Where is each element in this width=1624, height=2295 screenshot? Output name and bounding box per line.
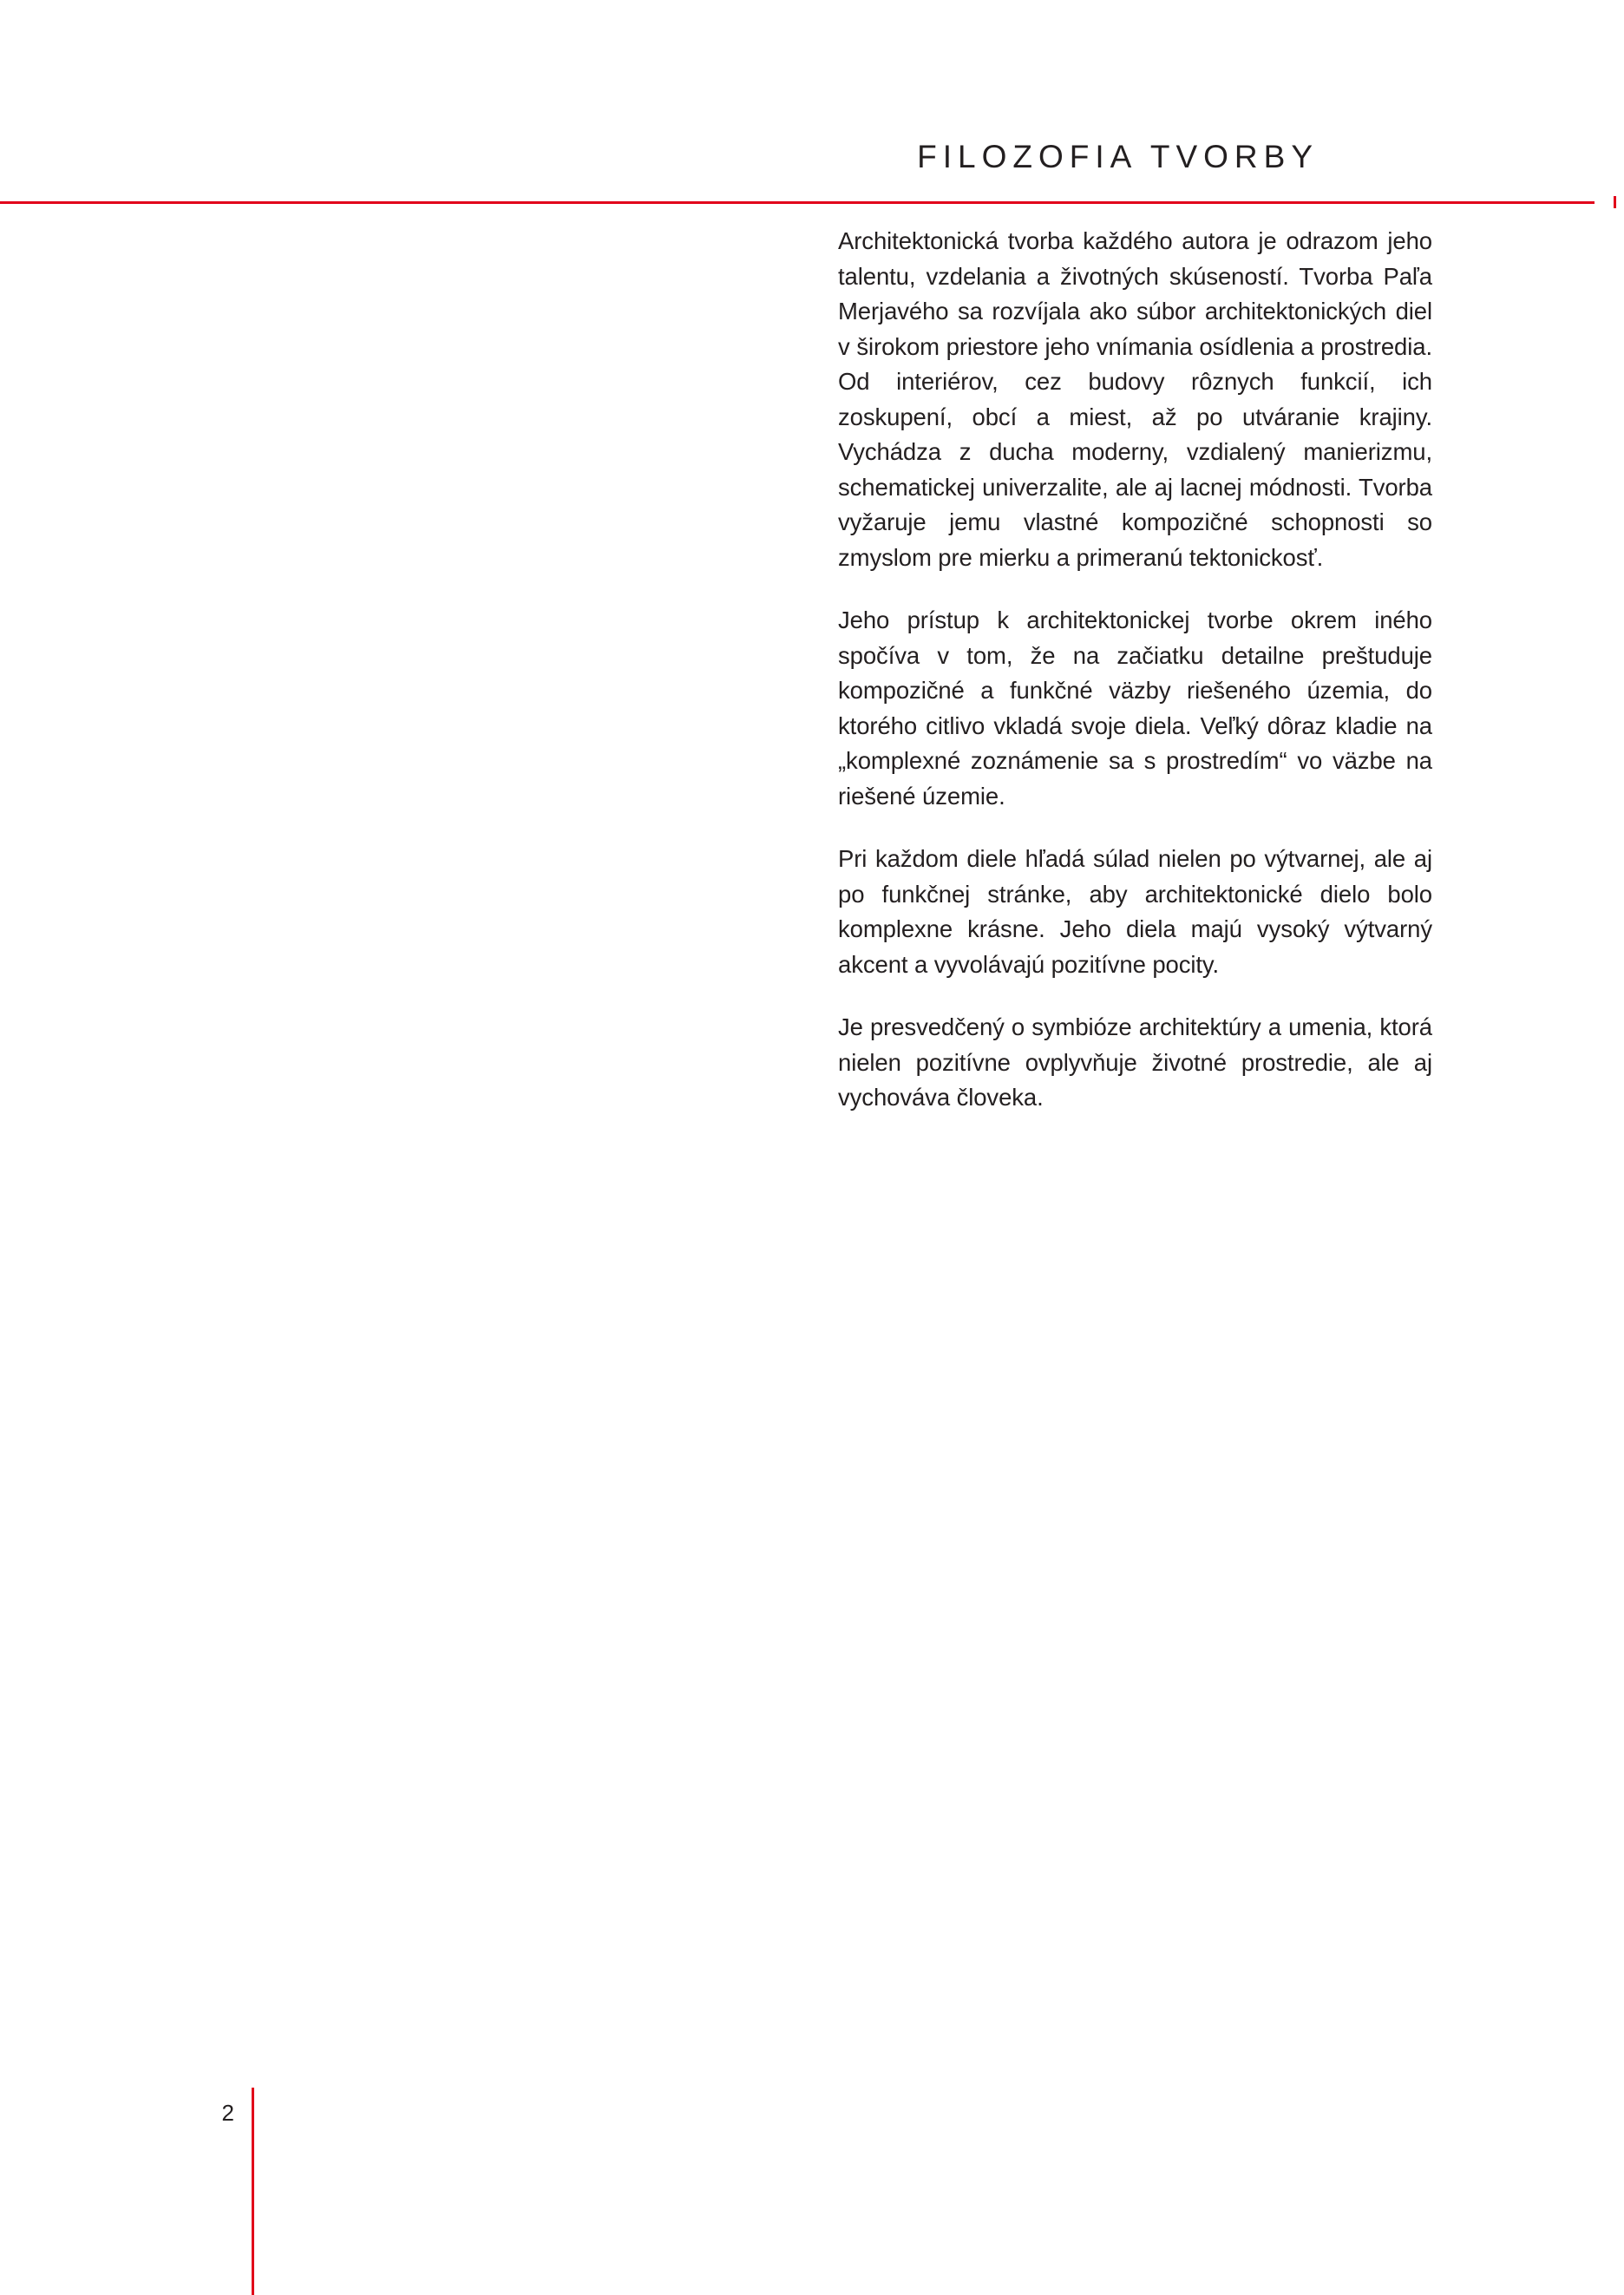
header-divider-tick bbox=[1614, 196, 1616, 208]
footer-accent-rule bbox=[252, 2088, 254, 2295]
body-paragraph: Pri každom diele hľadá súlad nielen po výtvarnej, ale aj po funkčnej stránke, aby architektonické dielo bolo komplexne krásne. Jeho diela majú vysoký výtvarný akcent a vyvolávajú pozitívne pocity. bbox=[838, 845, 1432, 978]
body-paragraph: Je presvedčený o symbióze architektúry a umenia, ktorá nielen pozitívne ovplyvňuje životné prostredie, ale aj vychováva človeka. bbox=[838, 1013, 1432, 1111]
body-text-column bbox=[838, 224, 1432, 1116]
body-paragraph: Jeho prístup k architektonickej tvorbe okrem iného spočíva v tom, že na začiatku detailne preštuduje kompozičné a funkčné väzby riešeného územia, do ktorého citlivo vkladá svoje diela. Veľký dôraz kladie na „komplexné zoznámenie sa s prostredím“ vo väzbe na riešené územie. bbox=[838, 607, 1432, 810]
header-divider-gap bbox=[1595, 196, 1624, 210]
header-divider-rule bbox=[0, 201, 1624, 204]
page-number: 2 bbox=[221, 2100, 234, 2126]
body-paragraph: Architektonická tvorba každého autora je odrazom jeho talentu, vzdelania a životných skúseností. Tvorba Paľa Merjavého sa rozvíjala ako súbor architektonických diel v širokom priestore jeho vnímania osídlenia a prostredia. Od interiérov, cez budovy rôznych funkcií, ich zoskupení, obcí a miest, až po utváranie krajiny. Vychádza z ducha moderny, vzdialený manierizmu, schematickej univerzalite, ale aj lacnej módnosti. Tvorba vyžaruje jemu vlastné kompozičné schopnosti so zmyslom pre mierku a primeranú tektonickosť. bbox=[838, 227, 1432, 571]
page-title: FILOZOFIA TVORBY bbox=[917, 139, 1319, 174]
